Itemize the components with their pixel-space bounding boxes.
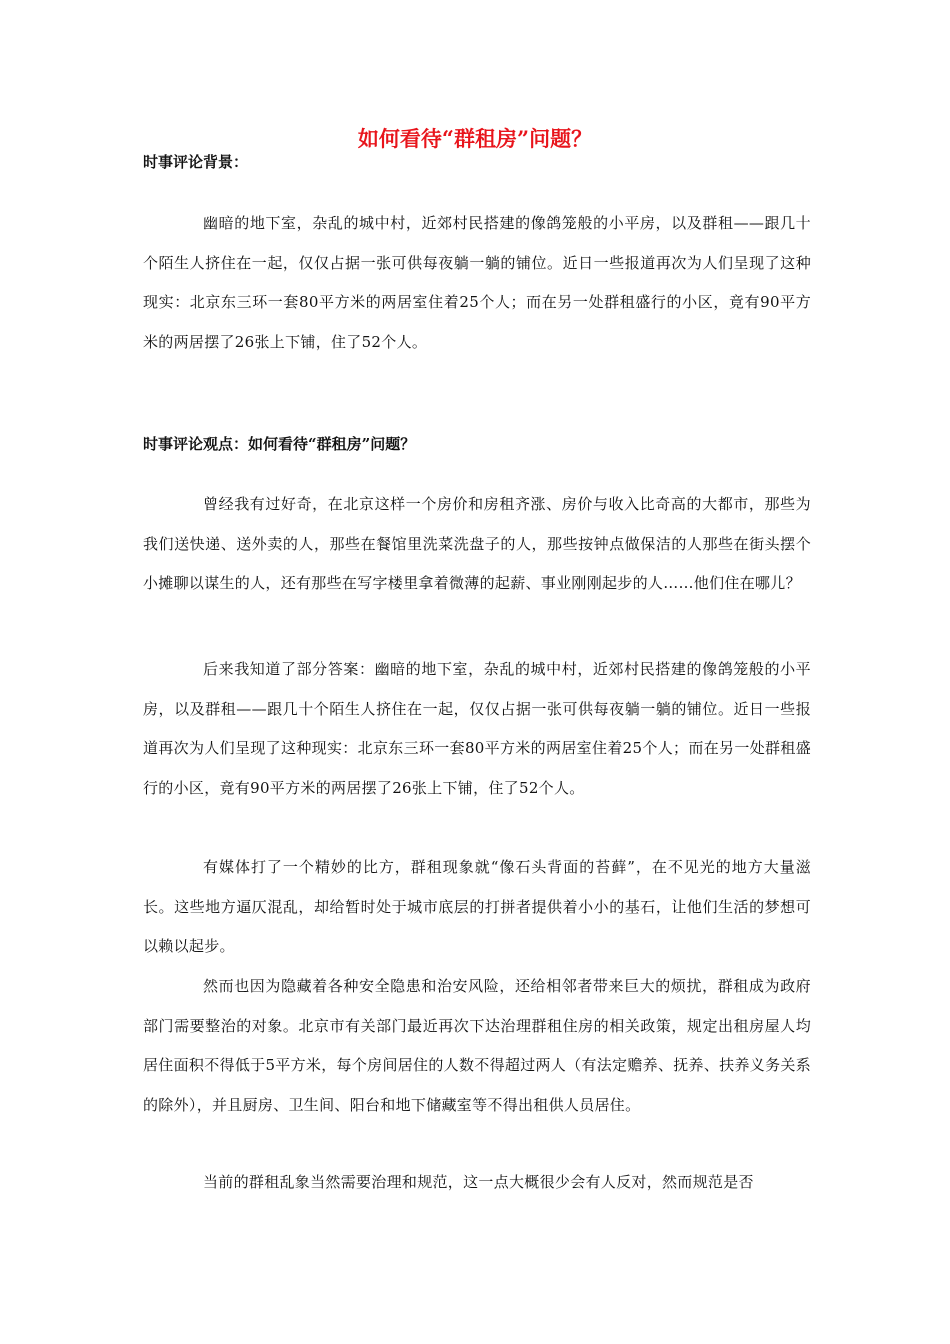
viewpoint-paragraph-3: 有媒体打了一个精妙的比方，群租现象就“像石头背面的苔藓”，在不见光的地方大量滋长。这些地方逼仄混乱，却给暂时处于城市底层的打拼者提供着小小的基石，让他们生活的梦想可以赖以起步。: [143, 858, 811, 955]
viewpoint-paragraph-5: 当前的群租乱象当然需要治理和规范，这一点大概很少会有人反对，然而规范是否: [203, 1173, 754, 1191]
background-heading: 时事评论背景：: [143, 153, 249, 171]
viewpoint-heading: 时事评论观点：如何看待“群租房”问题？: [143, 435, 416, 453]
viewpoint-paragraph-4: 然而也因为隐藏着各种安全隐患和治安风险，还给相邻者带来巨大的烦扰，群租成为政府部门需要整治的对象。北京市有关部门最近再次下达治理群租住房的相关政策，规定出租房屋人均居住面积不得低于5平方米，每个房间居住的人数不得超过两人（有法定赡养、抚养、扶养义务关系的除外），并且厨房、卫生间、阳台和地下储藏室等不得出租供人员居住。: [143, 977, 811, 1114]
viewpoint-paragraph-1: 曾经我有过好奇，在北京这样一个房价和房租齐涨、房价与收入比奇高的大都市，那些为我们送快递、送外卖的人，那些在餐馆里洗菜洗盘子的人，那些按钟点做保洁的人那些在街头摆个小摊聊以谋生的人，还有那些在写字楼里拿着微薄的起薪、事业刚刚起步的人……他们住在哪儿？: [143, 495, 811, 592]
viewpoint-paragraph-2: 后来我知道了部分答案：幽暗的地下室，杂乱的城中村，近郊村民搭建的像鸽笼般的小平房，以及群租——跟几十个陌生人挤住在一起，仅仅占据一张可供每夜躺一躺的铺位。近日一些报道再次为人们呈现了这种现实：北京东三环一套80平方米的两居室住着25个人；而在另一处群租盛行的小区，竟有90平方米的两居摆了26张上下铺，住了52个人。: [143, 660, 811, 797]
page-title: 如何看待“群租房”问题？: [357, 126, 593, 151]
background-paragraph: 幽暗的地下室，杂乱的城中村，近郊村民搭建的像鸽笼般的小平房，以及群租——跟几十个陌生人挤住在一起，仅仅占据一张可供每夜躺一躺的铺位。近日一些报道再次为人们呈现了这种现实：北京东三环一套80平方米的两居室住着25个人；而在另一处群租盛行的小区，竟有90平方米的两居摆了26张上下铺，住了52个人。: [143, 214, 811, 351]
